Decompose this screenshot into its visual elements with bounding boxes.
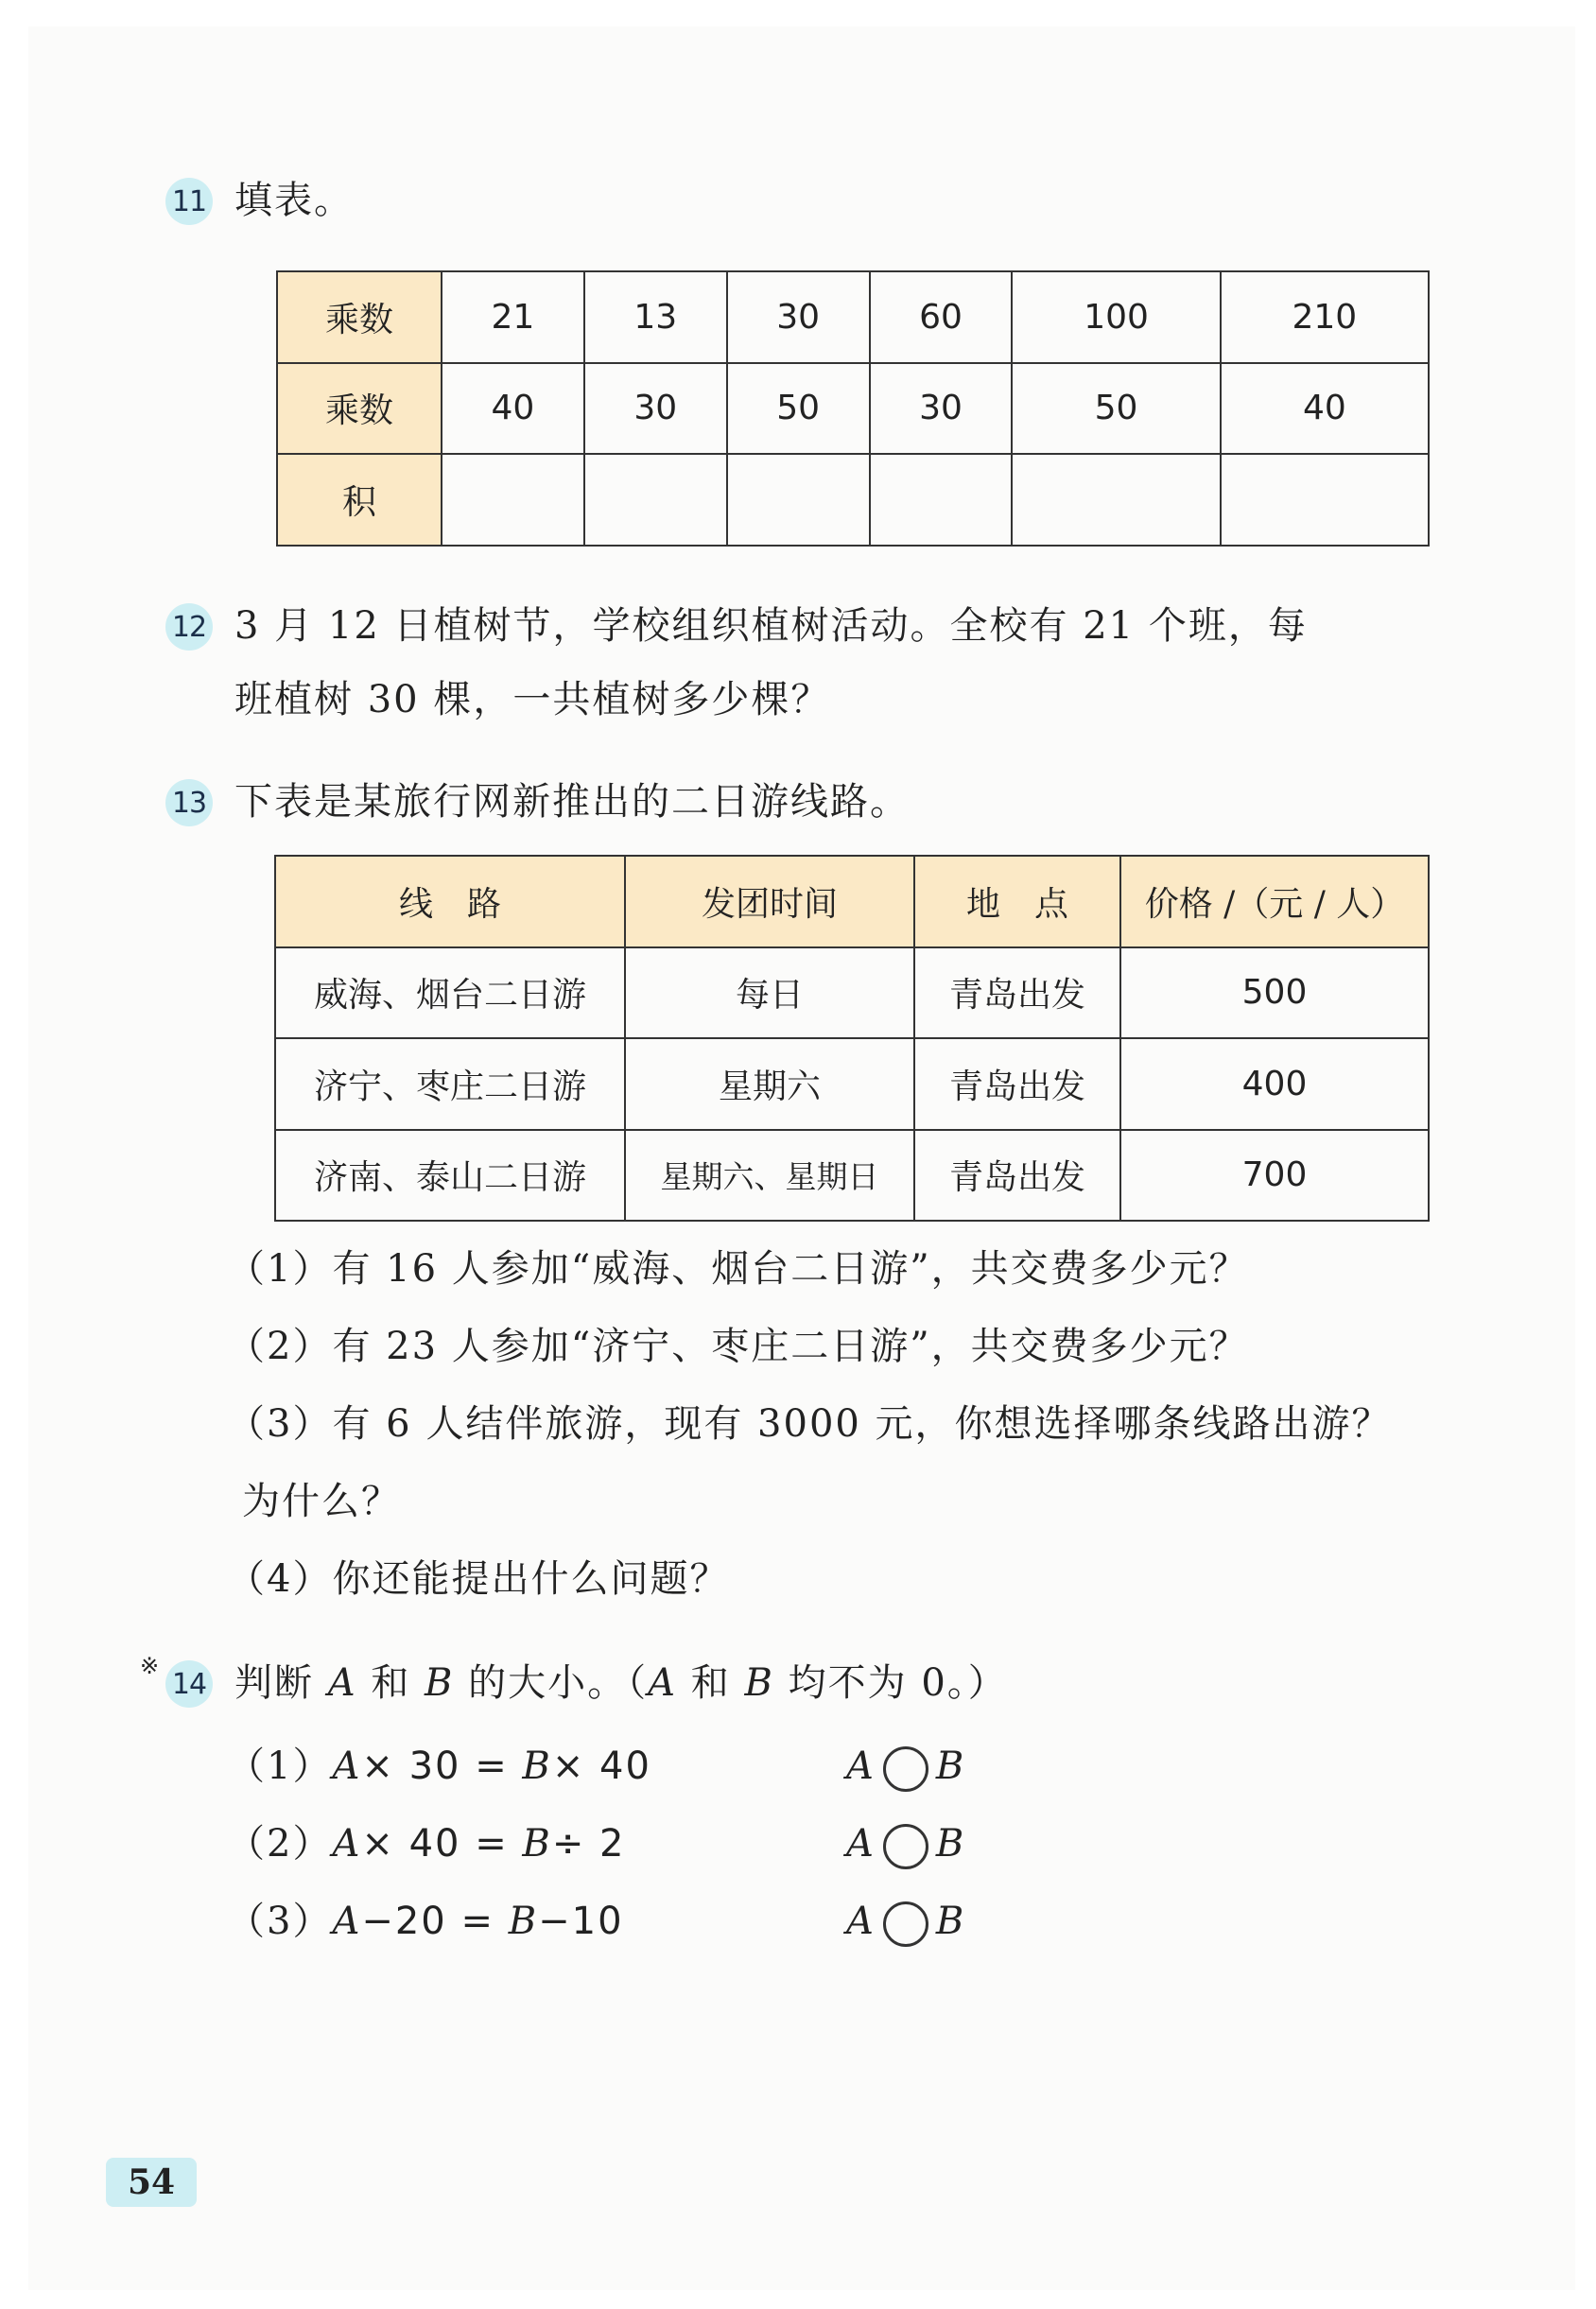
q14-title: 判断 A 和 B 的大小。（A 和 B 均不为 0。） xyxy=(234,1661,1008,1705)
q11-cell: 60 xyxy=(870,271,1013,363)
q11-answer-cell[interactable] xyxy=(1221,454,1429,546)
q13-header: 价格 /（元 / 人） xyxy=(1120,856,1429,947)
q11-cell: 13 xyxy=(584,271,727,363)
q13-cell: 青岛出发 xyxy=(914,947,1120,1039)
q13-sub1: （1）有 16 人参加“威海、烟台二日游”，共交费多少元？ xyxy=(227,1247,1249,1291)
q11-row3-label: 积 xyxy=(277,454,442,546)
q13-cell: 济宁、枣庄二日游 xyxy=(275,1038,625,1130)
q13-header: 发团时间 xyxy=(625,856,914,947)
q12-line2: 班植树 30 棵，一共植树多少棵？ xyxy=(234,678,831,721)
compare-circle[interactable] xyxy=(883,1746,928,1792)
question-number-13: 13 xyxy=(165,779,213,826)
q11-cell: 30 xyxy=(727,271,870,363)
q11-cell: 30 xyxy=(870,363,1013,455)
q11-cell: 40 xyxy=(442,363,584,455)
q13-cell: 700 xyxy=(1120,1130,1429,1222)
q13-cell: 威海、烟台二日游 xyxy=(275,947,625,1039)
q11-cell: 50 xyxy=(727,363,870,455)
q11-answer-cell[interactable] xyxy=(727,454,870,546)
compare-circle[interactable] xyxy=(883,1824,928,1869)
q13-sub2: （2）有 23 人参加“济宁、枣庄二日游”，共交费多少元？ xyxy=(227,1325,1249,1368)
q11-cell: 30 xyxy=(584,363,727,455)
q13-header: 地 点 xyxy=(914,856,1120,947)
q13-cell: 400 xyxy=(1120,1038,1429,1130)
question-number-11: 11 xyxy=(165,178,213,225)
q13-sub3: （3）有 6 人结伴旅游，现有 3000 元，你想选择哪条线路出游？ xyxy=(227,1402,1392,1446)
q13-cell: 青岛出发 xyxy=(914,1130,1120,1222)
q14-item-3: （3）A−20 = B−10 xyxy=(227,1900,624,1943)
q14-compare-1: A B xyxy=(846,1742,965,1792)
q11-answer-cell[interactable] xyxy=(584,454,727,546)
q13-title: 下表是某旅行网新推出的二日游线路。 xyxy=(234,780,910,824)
q14-item-2: （2）A× 40 = B÷ 2 xyxy=(227,1822,626,1866)
q11-row1-label: 乘数 xyxy=(277,271,442,363)
q13-cell: 青岛出发 xyxy=(914,1038,1120,1130)
q12-line1: 3 月 12 日植树节，学校组织植树活动。全校有 21 个班，每 xyxy=(234,604,1308,648)
q11-cell: 40 xyxy=(1221,363,1429,455)
page-number: 54 xyxy=(106,2158,197,2207)
q13-cell: 每日 xyxy=(625,947,914,1039)
q13-cell: 星期六、星期日 xyxy=(625,1130,914,1222)
question-number-12: 12 xyxy=(165,603,213,651)
q14-compare-2: A B xyxy=(846,1819,965,1869)
q14-item-1: （1）A× 30 = B× 40 xyxy=(227,1745,651,1788)
q11-cell: 100 xyxy=(1012,271,1220,363)
q13-cell: 济南、泰山二日游 xyxy=(275,1130,625,1222)
q11-cell: 50 xyxy=(1012,363,1220,455)
q11-cell: 21 xyxy=(442,271,584,363)
q11-answer-cell[interactable] xyxy=(870,454,1013,546)
q13-cell: 500 xyxy=(1120,947,1429,1039)
q11-answer-cell[interactable] xyxy=(442,454,584,546)
question-number-14: 14 xyxy=(165,1660,213,1708)
q13-header: 线 路 xyxy=(275,856,625,947)
q11-answer-cell[interactable] xyxy=(1012,454,1220,546)
q11-table xyxy=(276,270,1430,547)
compare-circle[interactable] xyxy=(883,1901,928,1947)
q11-cell: 210 xyxy=(1221,271,1429,363)
q13-sub3-cont: 为什么？ xyxy=(242,1480,401,1523)
q11-title: 填表。 xyxy=(234,179,354,222)
q13-sub4: （4）你还能提出什么问题？ xyxy=(227,1557,730,1601)
q13-cell: 星期六 xyxy=(625,1038,914,1130)
challenge-mark: ※ xyxy=(140,1653,160,1679)
q13-table xyxy=(274,855,1430,1222)
q11-row2-label: 乘数 xyxy=(277,363,442,455)
q14-compare-3: A B xyxy=(846,1897,965,1947)
